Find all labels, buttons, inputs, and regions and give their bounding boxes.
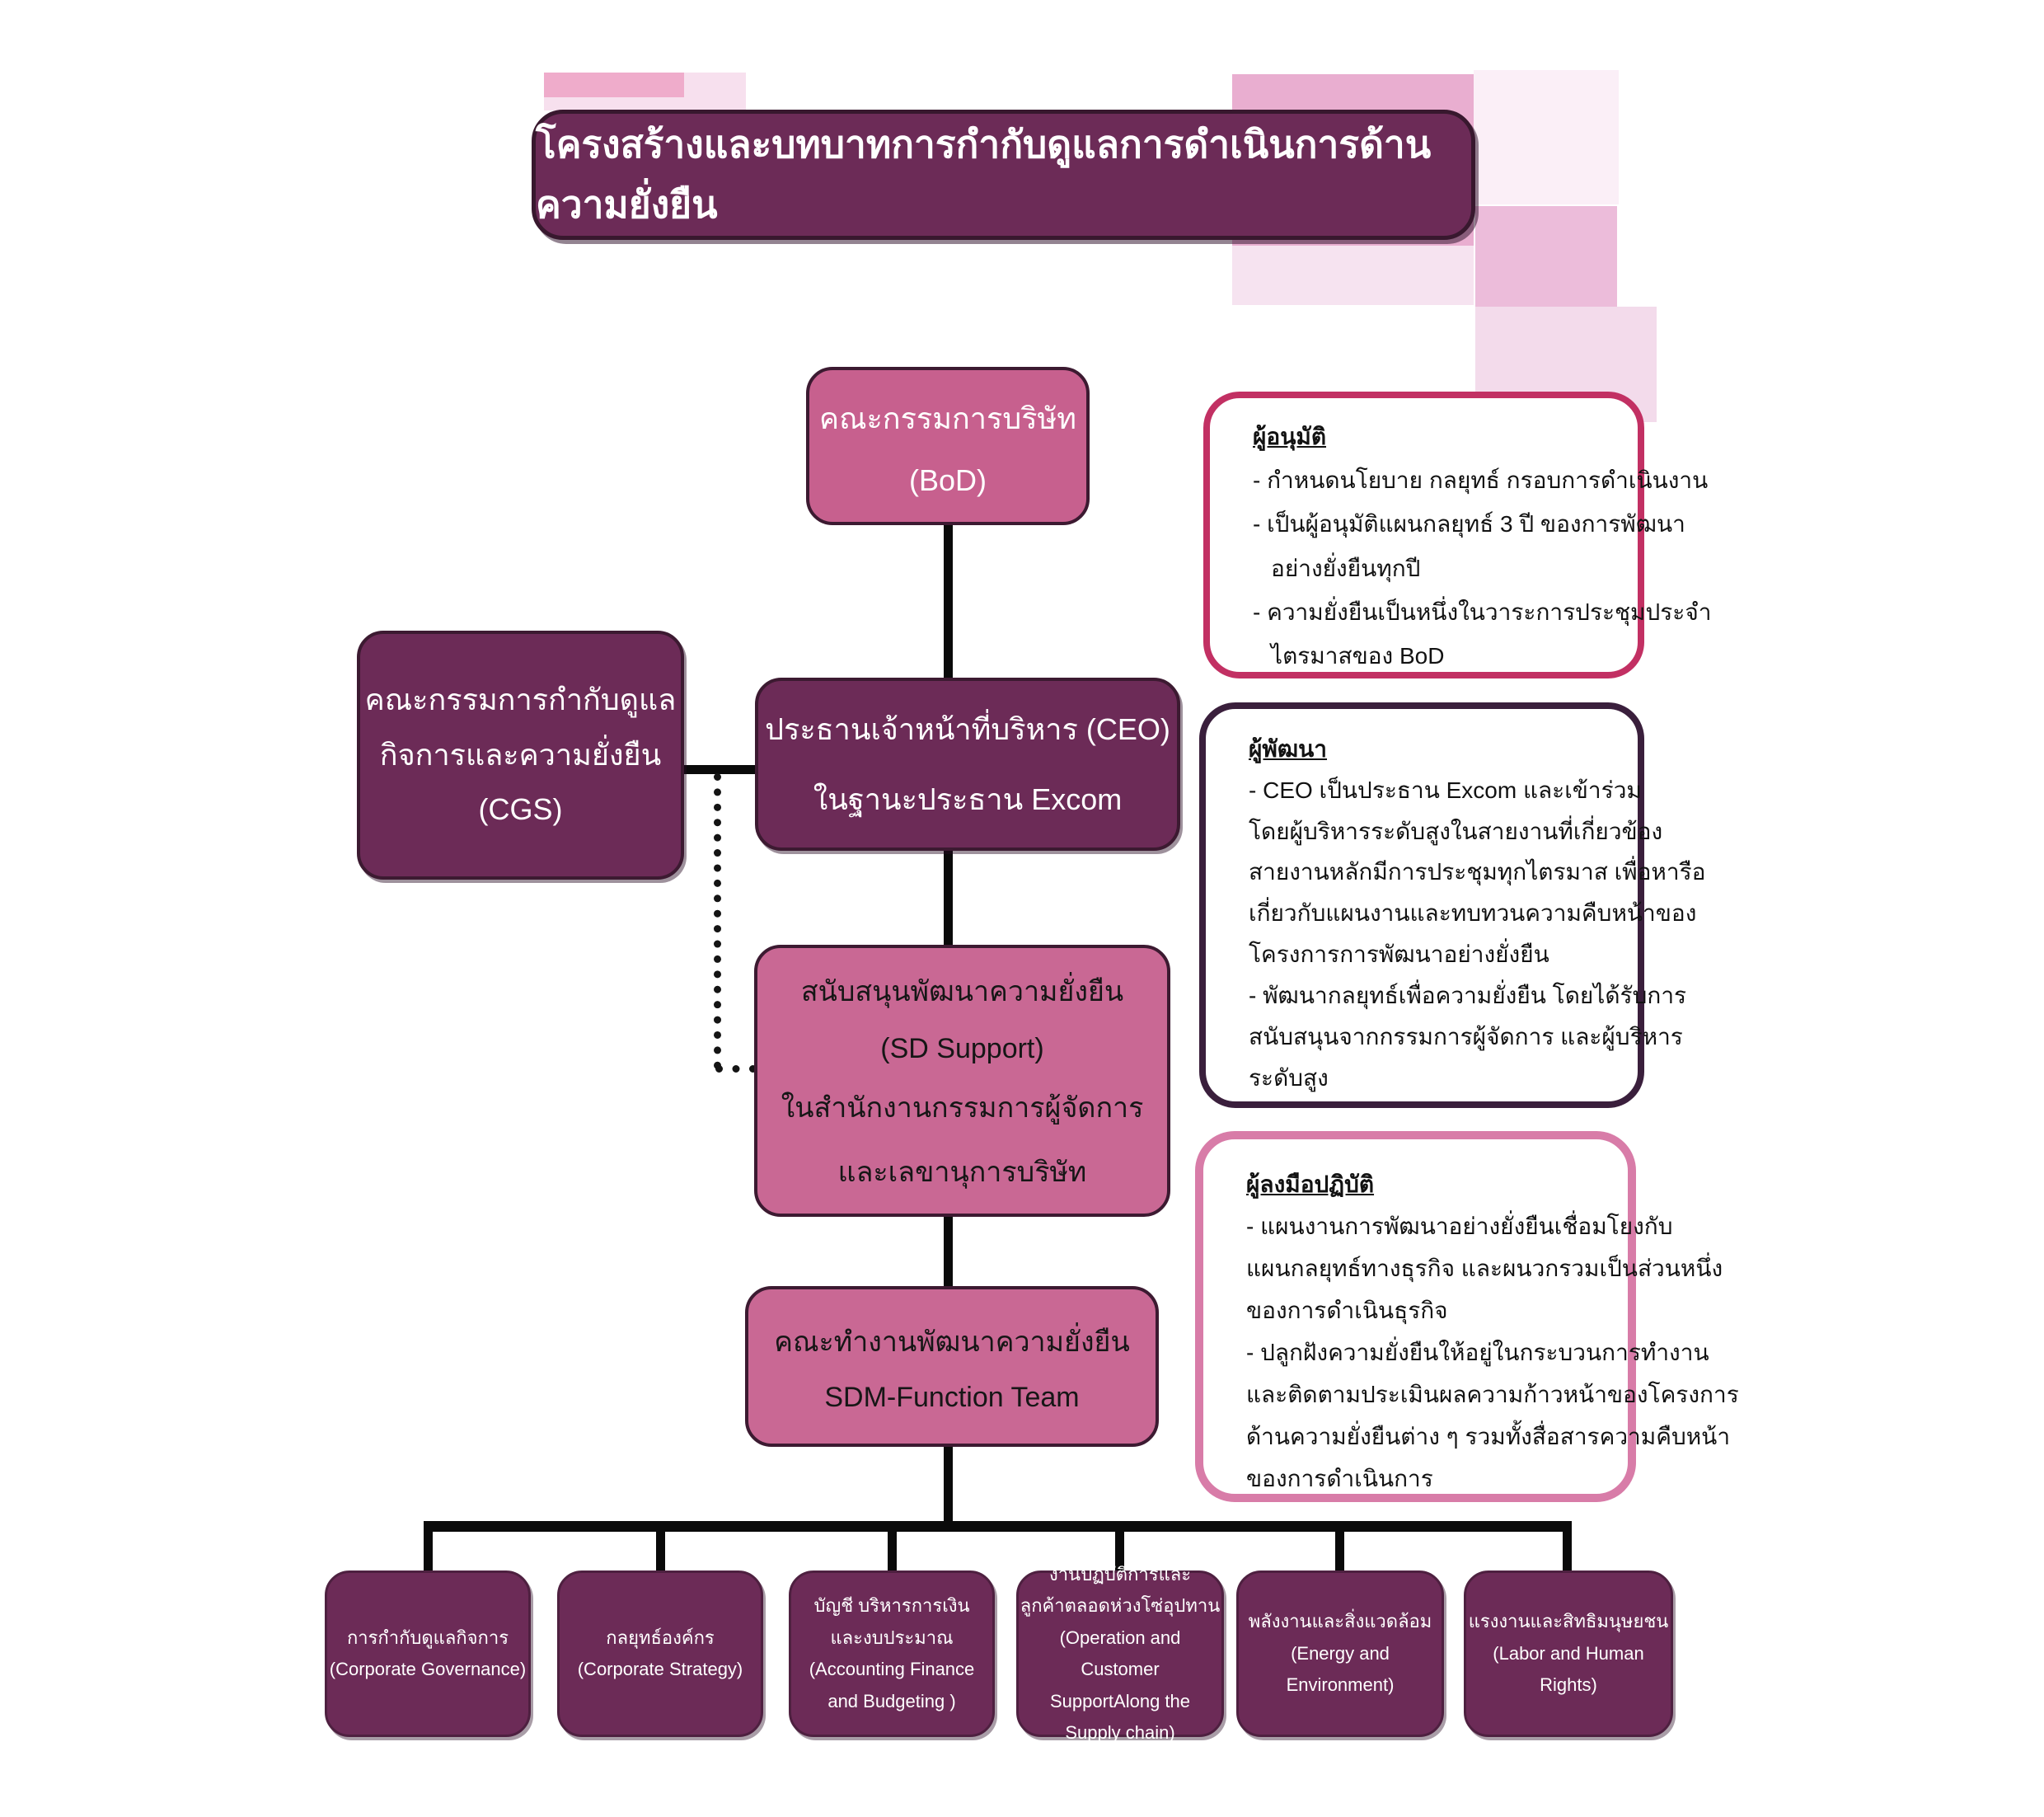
connector-drop-2 — [656, 1521, 665, 1572]
note-implementer-heading: ผู้ลงมือปฏิบัติ — [1246, 1171, 1375, 1197]
dept-line: และงบประมาณ — [830, 1627, 954, 1648]
note-line: ไตรมาสของ BoD — [1271, 642, 1445, 669]
decoration-rect — [544, 73, 684, 97]
note-approver — [1203, 392, 1712, 678]
note-developer — [1199, 702, 1706, 1108]
dept-box-accounting-finance-budgeting — [789, 1571, 995, 1737]
note-implementer — [1195, 1131, 1739, 1502]
note-developer-heading: ผู้พัฒนา — [1249, 736, 1328, 762]
note-line: สายงานหลักมีการประชุมทุกไตรมาส เพื่อหารือ — [1249, 859, 1706, 885]
note-approver-heading: ผู้อนุมัติ — [1253, 424, 1327, 449]
connector-drop-3 — [888, 1521, 897, 1572]
dept-line: (Labor and Human Rights) — [1493, 1642, 1644, 1696]
sdm-line: SDM-Function Team — [824, 1382, 1080, 1413]
connector-sdm-bar — [944, 1445, 953, 1526]
cgs-box — [357, 631, 684, 880]
decoration-rect — [1475, 206, 1617, 307]
dept-line: (Corporate Strategy) — [577, 1659, 743, 1679]
note-line: - พัฒนากลยุทธ์เพื่อความยั่งยืน โดยได้รับการ — [1249, 982, 1687, 1008]
ceo-box — [755, 678, 1180, 851]
note-line: - เป็นผู้อนุมัติแผนกลยุทธ์ 3 ปี ของการพัฒนา — [1253, 511, 1685, 538]
connector-bod-ceo — [944, 525, 953, 682]
dept-box-labor-human-rights — [1464, 1571, 1673, 1737]
dept-line: and Budgeting ) — [827, 1690, 956, 1711]
dept-line: งานปฏิบัติการและ — [1048, 1563, 1192, 1585]
decoration-rect — [1232, 246, 1474, 305]
bod-line: คณะกรรมการบริษัท — [818, 401, 1076, 435]
connector-ceo-sd — [944, 849, 953, 948]
connector-drop-1 — [424, 1521, 433, 1572]
note-line: - แผนงานการพัฒนาอย่างยั่งยืนเชื่อมโยงกับ — [1246, 1213, 1673, 1239]
dept-line: SupportAlong the — [1049, 1690, 1191, 1711]
dept-box-corporate-governance — [325, 1571, 531, 1737]
note-line: แผนกลยุทธ์ทางธุรกิจ และผนวกรวมเป็นส่วนหนึ่ง — [1246, 1255, 1723, 1281]
dept-line: พลังงานและสิ่งแวดล้อม — [1248, 1611, 1432, 1632]
note-line: โดยผู้บริหารระดับสูงในสายงานที่เกี่ยวข้อง — [1249, 818, 1663, 844]
sd-line: ในสำนักงานกรรมการผู้จัดการ — [781, 1092, 1144, 1124]
note-line: - ปลูกฝังความยั่งยืนให้อยู่ในกระบวนการทำงาน — [1246, 1339, 1709, 1365]
dept-line: การกำกับดูแลกิจการ — [346, 1627, 509, 1648]
connector-dotted-cgs-sd — [714, 773, 721, 1069]
dept-line: กลยุทธ์องค์กร — [606, 1627, 715, 1648]
page-title-text: โครงสร้างและบทบาทการกำกับดูแลการดำเนินการด้านความยั่งยืน — [536, 123, 1432, 226]
note-line: - CEO เป็นประธาน Excom และเข้าร่วม — [1249, 777, 1642, 803]
sd-line: (SD Support) — [880, 1032, 1044, 1064]
note-line: - ความยั่งยืนเป็นหนึ่งในวาระการประชุมประจำ — [1253, 599, 1712, 625]
cgs-line: คณะกรรมการกำกับดูแล — [364, 683, 677, 717]
dept-line: ลูกค้าตลอดห่วงโซ่อุปทาน — [1020, 1595, 1221, 1616]
note-line: อย่างยั่งยืนทุกปี — [1271, 555, 1421, 581]
connector-drop-5 — [1335, 1521, 1344, 1572]
connector-horizontal-bar — [424, 1521, 1571, 1532]
sdm-team-box — [745, 1286, 1159, 1447]
ceo-line: ประธานเจ้าหน้าที่บริหาร (CEO) — [765, 712, 1170, 746]
dept-line: Supply chain) — [1065, 1722, 1175, 1743]
note-line: ของการดำเนินธุรกิจ — [1246, 1297, 1448, 1323]
sd-line: และเลขานุการบริษัท — [837, 1156, 1087, 1188]
cgs-line: (CGS) — [478, 792, 563, 827]
note-line: โครงการการพัฒนาอย่างยั่งยืน — [1249, 941, 1549, 968]
dept-line: (Corporate Governance) — [329, 1659, 527, 1679]
note-line: - กำหนดนโยบาย กลยุทธ์ กรอบการดำเนินงาน — [1253, 467, 1709, 494]
note-line: ของการดำเนินการ — [1246, 1465, 1433, 1491]
connector-drop-6 — [1563, 1521, 1572, 1572]
sdm-line: คณะทำงานพัฒนาความยั่งยืน — [774, 1326, 1130, 1358]
page-title — [532, 110, 1475, 240]
note-line: สนับสนุนจากกรรมการผู้จัดการ และผู้บริหาร — [1249, 1023, 1683, 1049]
dept-line: บัญชี บริหารการเงิน — [813, 1595, 970, 1616]
dept-line: (Operation and Customer — [1059, 1627, 1181, 1679]
dept-box-operation-customer-supply-chain — [1016, 1563, 1224, 1743]
sd-line: สนับสนุนพัฒนาความยั่งยืน — [800, 975, 1124, 1007]
sd-support-box — [754, 945, 1170, 1217]
connector-dotted-cgs-sd-elbow — [715, 1065, 757, 1073]
cgs-line: กิจการและความยั่งยืน — [379, 737, 662, 772]
bod-box — [806, 367, 1090, 525]
dept-line: แรงงานและสิทธิมนุษยชน — [1468, 1611, 1669, 1632]
dept-line: (Accounting Finance — [809, 1659, 975, 1679]
decoration-rect — [1474, 70, 1619, 204]
note-line: และติดตามประเมินผลความก้าวหน้าของโครงการ — [1246, 1381, 1739, 1407]
note-line: เกี่ยวกับแผนงานและทบทวนความคืบหน้าของ — [1249, 900, 1697, 927]
bod-line: (BoD) — [908, 462, 987, 497]
connector-sd-sdm — [944, 1215, 953, 1289]
ceo-line: ในฐานะประธาน Excom — [813, 782, 1123, 816]
note-line: ด้านความยั่งยืนต่าง ๆ รวมทั้งสื่อสารความคืบหน้า — [1246, 1423, 1731, 1449]
dept-line: (Energy and Environment) — [1286, 1642, 1395, 1696]
note-line: ระดับสูง — [1249, 1064, 1329, 1091]
dept-box-corporate-strategy — [557, 1571, 763, 1737]
dept-box-energy-environment — [1236, 1571, 1444, 1737]
